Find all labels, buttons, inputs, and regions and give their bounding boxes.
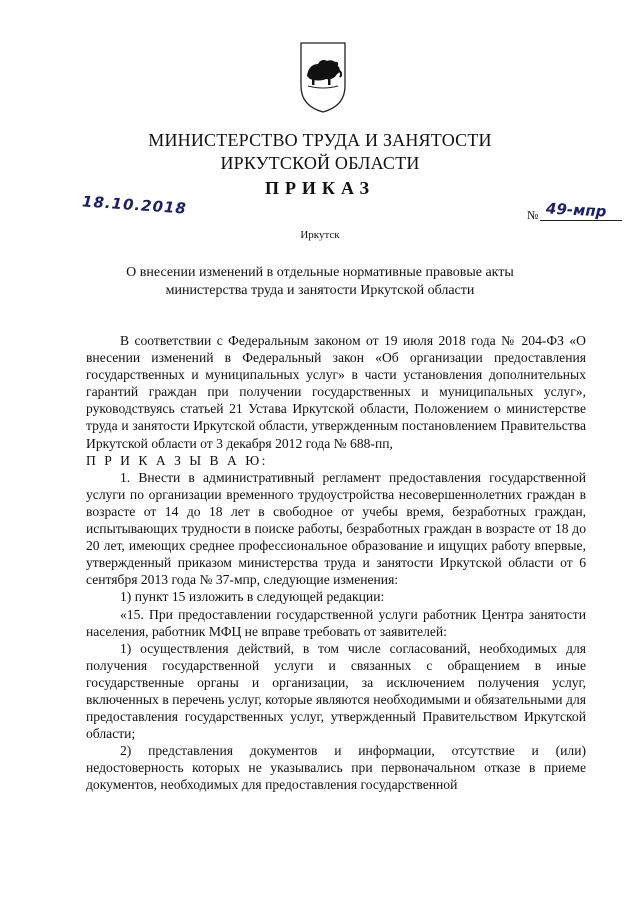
document-type-title: ПРИКАЗ <box>264 178 376 198</box>
quoted-point-15: «15. При предоставлении государственной услуги работник Центра занятости населения, работник МФЦ не вправе требовать от заявителей: <box>86 606 586 639</box>
order-subject <box>120 264 520 300</box>
order-body <box>86 332 586 794</box>
ministry-name <box>0 129 640 175</box>
number-label: № <box>527 208 539 222</box>
coat-of-arms-icon <box>298 40 348 114</box>
decree-heading: П Р И К А З Ы В А Ю: <box>86 452 268 468</box>
handwritten-date: 18.10.2018 <box>81 192 188 218</box>
city-label: Иркутск <box>300 229 340 241</box>
item-1-paragraph: 1. Внести в административный регламент предоставления государственной услуги по организации временного трудоустройства несовершеннолетних граждан в возрасте от 14 до 18 лет в свободное от учебы время, безработных граждан, испытывающих трудности в поиске работы, безработных граждан в возрасте от 18 до 20 лет, имеющих среднее профессиональное образование и ищущих работу впервые, утвержденный приказом министерства труда и занятости Иркутской области от 6 сентября 2013 года № 37-мпр, следующие изменения: <box>86 469 586 588</box>
number-underline <box>540 220 622 221</box>
subject-line-2: министерства труда и занятости Иркутской области <box>165 283 475 298</box>
subject-line-1: О внесении изменений в отдельные нормативные правовые акты <box>126 265 514 280</box>
ministry-line-1: МИНИСТЕРСТВО ТРУДА И ЗАНЯТОСТИ <box>148 130 492 150</box>
preamble-paragraph: В соответствии с Федеральным законом от 19 июля 2018 года № 204-ФЗ «О внесении изменений в Федеральный закон «Об организации предоставления государственных и муниципальных услуг» в части установления дополнительных гарантий граждан при получении государственных и муниципальных услуг», руководствуясь статьей 21 Устава Иркутской области, Положением о министерстве труда и занятости Иркутской области, утвержденным постановлением Правительства Иркутской области от 3 декабря 2012 года № 688-пп, <box>86 333 586 451</box>
quoted-subpoint-1: 1) осуществления действий, в том числе согласований, необходимых для получения государственной услуги и связанных с обращением в иные государственные органы и организации, за исключением получения услуг, включенных в перечень услуг, которые являются необходимыми и обязательными для предоставления государственных услуг, утвержденный Правительством Иркутской области; <box>86 640 586 742</box>
handwritten-number: 49-мпр <box>545 199 607 221</box>
quoted-subpoint-2: 2) представления документов и информации, отсутствие и (или) недостоверность которых не указывались при первоначальном отказе в приеме документов, необходимых для предоставления государственной <box>86 743 586 793</box>
ministry-line-2: ИРКУТСКОЙ ОБЛАСТИ <box>220 153 420 173</box>
subitem-1-paragraph: 1) пункт 15 изложить в следующей редакции: <box>120 589 385 605</box>
